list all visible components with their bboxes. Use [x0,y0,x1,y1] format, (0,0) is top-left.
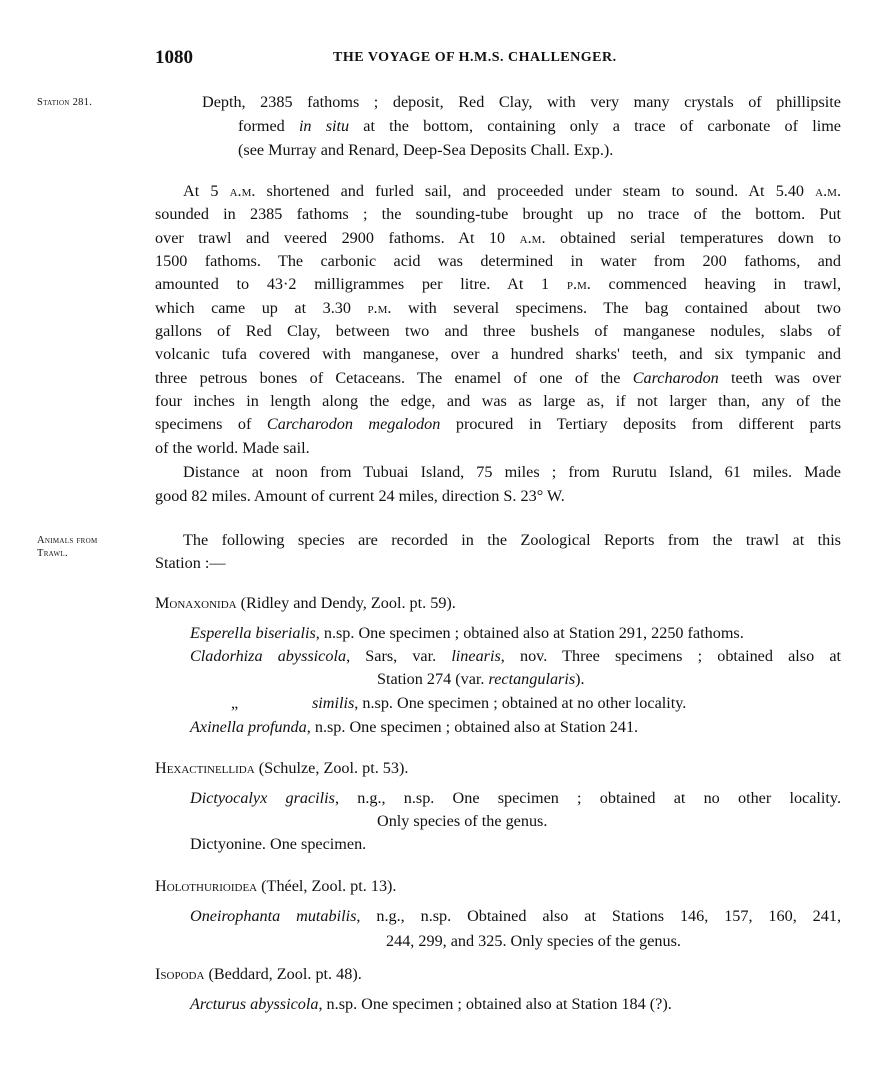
narrative-line-3: over trawl and veered 2900 fathoms. At 10 a.m. obtained serial temperatures down to [155,229,841,247]
animals-intro-1: The following species are recorded in the Zoological Reports from the trawl at this [183,531,841,549]
narrative-line-11: specimens of Carcharodon megalodon procured in Tertiary deposits from different parts [155,415,841,433]
depth-line-3: (see Murray and Renard, Deep-Sea Deposits Chall. Exp.). [238,141,614,159]
narrative-line-14: good 82 miles. Amount of current 24 miles, direction S. 23° W. [155,487,565,505]
group-heading-hexactinellida: Hexactinellida (Schulze, Zool. pt. 53). [155,759,409,777]
species-entry: Dictyocalyx gracilis, n.g., n.sp. One specimen ; obtained at no other locality. [190,789,841,807]
species-entry: Dictyonine. One specimen. [190,835,367,853]
species-entry: Arcturus abyssicola, n.sp. One specimen ; obtained also at Station 184 (?). [190,995,672,1013]
ditto-mark: „ [231,694,239,712]
page-number: 1080 [155,47,193,68]
depth-line-1: Depth, 2385 fathoms ; deposit, Red Clay, with very many crystals of phillipsite [202,93,841,111]
narrative-line-12: of the world. Made sail. [155,439,310,457]
species-entry-continuation: Station 274 (var. rectangularis). [377,670,585,688]
narrative-line-10: four inches in length along the edge, and was as large as, if not larger than, any of the [155,392,841,410]
narrative-line-7: gallons of Red Clay, between two and three bushels of manganese nodules, slabs of [155,322,841,340]
narrative-line-9: three petrous bones of Cetaceans. The enamel of one of the Carcharodon teeth was over [155,369,841,387]
narrative-line-1: At 5 a.m. shortened and furled sail, and proceeded under steam to sound. At 5.40 a.m. [183,182,841,200]
animals-label-1: Animals from [37,535,98,546]
species-entry: Oneirophanta mutabilis, n.g., n.sp. Obtained also at Stations 146, 157, 160, 241, [190,907,841,925]
species-entry: Axinella profunda, n.sp. One specimen ; obtained also at Station 241. [190,718,639,736]
species-entry: Esperella biserialis, n.sp. One specimen ; obtained also at Station 291, 2250 fathoms. [190,624,744,642]
group-heading-holothurioidea: Holothurioidea (Théel, Zool. pt. 13). [155,877,397,895]
narrative-line-6: which came up at 3.30 p.m. with several specimens. The bag contained about two [155,299,841,317]
depth-line-2: formed in situ at the bottom, containing only a trace of carbonate of lime [238,117,841,135]
animals-intro-2: Station :— [155,554,226,572]
species-entry: Cladorhiza abyssicola, Sars, var. linearis, nov. Three specimens ; obtained also at [190,647,842,665]
narrative-line-4: 1500 fathoms. The carbonic acid was determined in water from 200 fathoms, and [155,252,841,270]
animals-label-2: Trawl. [37,548,68,559]
species-entry: similis, n.sp. One specimen ; obtained at no other locality. [312,694,687,712]
narrative-line-5: amounted to 43·2 milligrammes per litre. At 1 p.m. commenced heaving in trawl, [155,275,842,293]
running-title: THE VOYAGE OF H.M.S. CHALLENGER. [333,50,617,65]
species-entry-continuation: Only species of the genus. [377,812,548,830]
narrative-line-2: sounded in 2385 fathoms ; the sounding-tube brought up no trace of the bottom. Put [155,205,841,223]
narrative-line-13: Distance at noon from Tubuai Island, 75 miles ; from Rurutu Island, 61 miles. Made [183,463,841,481]
narrative-line-8: volcanic tufa covered with manganese, over a hundred sharks' teeth, and six tympanic and [155,345,841,363]
group-heading-monaxonida: Monaxonida (Ridley and Dendy, Zool. pt. 59). [155,594,456,612]
species-entry-continuation: 244, 299, and 325. Only species of the genus. [386,932,681,950]
group-heading-isopoda: Isopoda (Beddard, Zool. pt. 48). [155,965,362,983]
station-label: Station 281. [37,97,93,108]
